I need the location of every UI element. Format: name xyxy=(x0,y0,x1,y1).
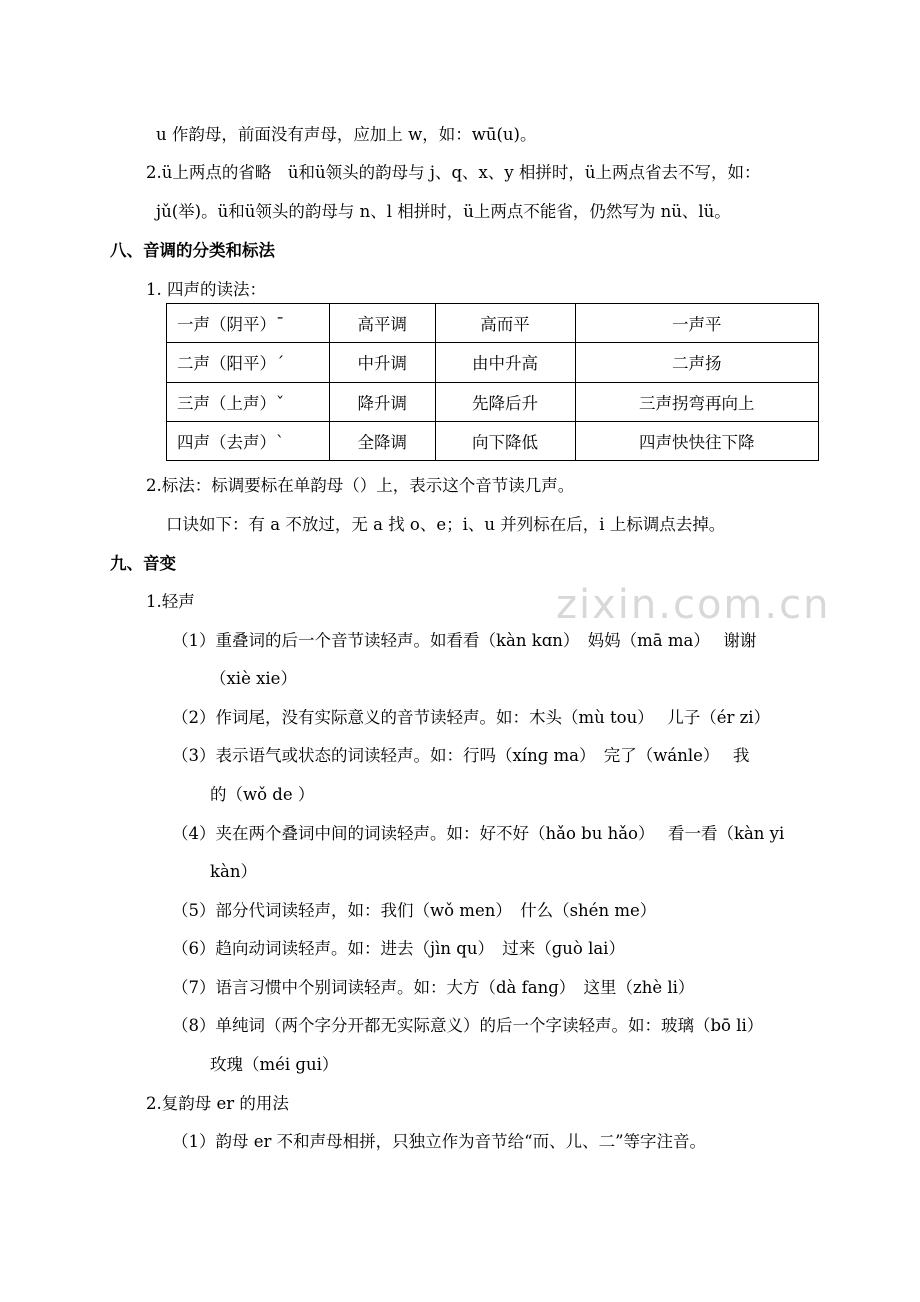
table-cell: 三声拐弯再向上 xyxy=(575,382,818,421)
list-item: （1）韵母 er 不和声母相拼，只独立作为音节给“而、儿、二”等字注音。 xyxy=(172,1132,707,1151)
text-line: 2.标法：标调要标在单韵母（）上，表示这个音节读几声。 xyxy=(146,476,575,495)
text-line: 口诀如下：有 a 不放过，无 a 找 o、e；i、u 并列标在后，i 上标调点去掉。 xyxy=(166,515,726,534)
subheading: 2.复韵母 er 的用法 xyxy=(146,1094,289,1113)
section-heading: 九、音变 xyxy=(110,554,176,573)
subheading: 1.轻声 xyxy=(146,592,195,611)
table-row xyxy=(167,343,819,382)
table-cell: 高平调 xyxy=(330,304,436,343)
tone-table xyxy=(166,303,819,461)
table-cell: 一声（阴平）ˉ xyxy=(167,304,330,343)
table-cell: 一声平 xyxy=(575,304,818,343)
list-item: （4）夹在两个叠词中间的词读轻声。如：好不好（hǎo bu hǎo） 看一看（kàn yi xyxy=(172,824,785,843)
table-row xyxy=(167,382,819,421)
table-cell: 三声（上声）ˇ xyxy=(167,382,330,421)
table-cell: 四声快快往下降 xyxy=(575,421,818,460)
table-cell: 二声（阳平）ˊ xyxy=(167,343,330,382)
table-cell: 四声（去声）ˋ xyxy=(167,421,330,460)
table-cell: 全降调 xyxy=(330,421,436,460)
list-item: kàn） xyxy=(210,862,257,881)
section-heading: 八、音调的分类和标法 xyxy=(110,241,275,260)
list-item: （5）部分代词读轻声，如：我们（wǒ men） 什么（shén me） xyxy=(172,901,657,920)
text-line: jǔ(举)。ü和ü领头的韵母与 n、l 相拼时，ü上两点不能省，仍然写为 nü、lü。 xyxy=(156,202,731,221)
list-item: （xiè xie） xyxy=(210,669,297,688)
list-item: （3）表示语气或状态的词读轻声。如：行吗（xínɡ ma） 完了（wánle） 我 xyxy=(172,746,750,765)
list-item: （1）重叠词的后一个音节读轻声。如看看（kàn kɑn） 妈妈（mā ma） 谢谢 xyxy=(172,631,757,650)
table-cell: 降升调 xyxy=(330,382,436,421)
list-item: （8）单纯词（两个字分开都无实际意义）的后一个字读轻声。如：玻璃（bō li） xyxy=(172,1016,764,1035)
text-line: u 作韵母，前面没有声母，应加上 w，如：wū(u)。 xyxy=(156,125,537,144)
table-cell: 由中升高 xyxy=(435,343,575,382)
list-item: 玫瑰（méi ɡui） xyxy=(210,1055,339,1074)
list-item: （7）语言习惯中个别词读轻声。如：大方（dà fanɡ） 这里（zhè li） xyxy=(172,978,695,997)
table-cell: 二声扬 xyxy=(575,343,818,382)
list-item: 的（wǒ de ） xyxy=(210,785,315,804)
subheading: 1. 四声的读法： xyxy=(146,280,266,299)
table-cell: 先降后升 xyxy=(435,382,575,421)
table-cell: 高而平 xyxy=(435,304,575,343)
table-row xyxy=(167,304,819,343)
text-line: 2.ü上两点的省略 ü和ü领头的韵母与 j、q、x、y 相拼时，ü上两点省去不写，如： xyxy=(146,163,761,182)
list-item: （6）趋向动词读轻声。如：进去（jìn qu） 过来（ɡuò lai） xyxy=(172,939,625,958)
table-cell: 向下降低 xyxy=(435,421,575,460)
watermark: zixin.com.cn xyxy=(556,582,831,628)
list-item: （2）作词尾，没有实际意义的音节读轻声。如：木头（mù tou） 儿子（ér zi） xyxy=(172,708,771,727)
table-cell: 中升调 xyxy=(330,343,436,382)
table-row xyxy=(167,421,819,460)
